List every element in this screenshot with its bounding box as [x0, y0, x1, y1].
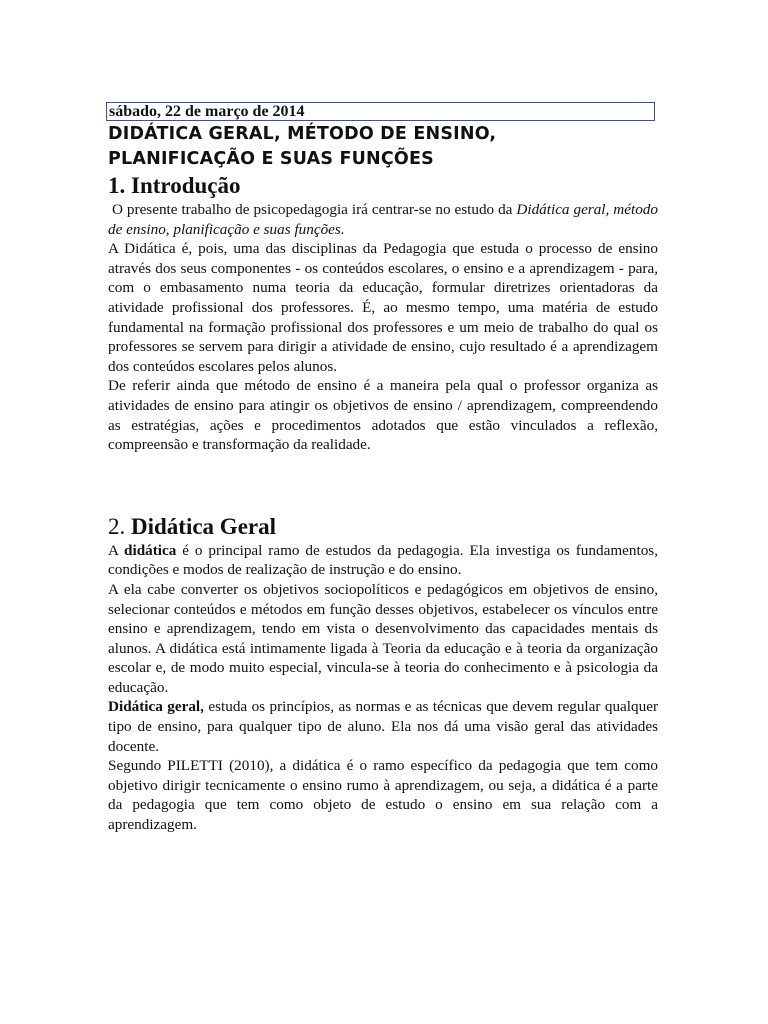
section2-paragraph-4: Segundo PILETTI (2010), a didática é o ramo específico da pedagogia que tem como objetivo dirigir tecnicamente o ensino rumo à aprendizagem, ou seja, a didática é a parte da pedagogia que tem como objeto de estudo o ensino em sua relação com a aprendizagem.: [108, 757, 658, 834]
section2-p3-rest: estuda os princípios, as normas e as técnicas que devem regular qualquer tipo de ensino, para qualquer tipo de aluno. Ela nos dá uma visão geral das atividades docente.: [108, 698, 658, 755]
intro-paragraph-2: A Didática é, pois, uma das disciplinas da Pedagogia que estuda o processo de ensino através dos seus componentes - os conteúdos escolares, o ensino e a aprendizagem - para, com o embasamento numa teoria da educação, formular diretrizes orientadoras da atividade profissional dos professores. É, ao mesmo tempo, uma matéria de estudo fundamental na formação profissional dos professores e um meio de trabalho do qual os professores se servem para dirigir a atividade de ensino, cujo resultado é a aprendizagem dos conteúdos escolares pelos alunos.: [108, 240, 658, 375]
intro-paragraph-1: [108, 200, 658, 239]
section2-paragraph-1: [108, 541, 658, 580]
intro-heading: 1. Introdução: [108, 173, 241, 198]
intro-paragraph-3: De referir ainda que método de ensino é a maneira pela qual o professor organiza as atividades de ensino para atingir os objetivos de ensino / aprendizagem, compreendendo as estratégias, ações e procedimentos adotados que estão vinculados a reflexão, compreensão e transformação da realidade.: [108, 377, 658, 454]
section2-p1-bold: didática: [124, 541, 177, 559]
section2-heading: [108, 513, 658, 541]
section2-heading-num: 2.: [108, 513, 131, 539]
document-title: [108, 122, 658, 172]
section2-paragraph-3: [108, 697, 658, 756]
document-page: [108, 102, 658, 835]
title-line-1: DIDÁTICA GERAL, MÉTODO DE ENSINO,: [108, 124, 497, 144]
post-date: sábado, 22 de março de 2014: [106, 102, 655, 121]
intro-p1-text: O presente trabalho de psicopedagogia irá centrar-se no estudo da: [112, 201, 517, 218]
intro-p1-italic: Didática geral, método de ensino, planificação e suas funções.: [108, 201, 658, 238]
title-line-2: PLANIFICAÇÃO E SUAS FUNÇÕES: [108, 149, 434, 169]
section2-heading-text: Didática Geral: [131, 513, 276, 539]
section2-p1-a: A: [108, 541, 125, 559]
section2-p1-rest: é o principal ramo de estudos da pedagogia. Ela investiga os fundamentos, condições e modos de realização de instrução e do ensino.: [108, 541, 658, 579]
section2-paragraph-2: A ela cabe converter os objetivos sociopolíticos e pedagógicos em objetivos de ensino, selecionar conteúdos e métodos em função desses objetivos, estabelecer os vínculos entre ensino e aprendizagem, tendo em vista o desenvolvimento das capacidades mentais ds alunos. A didática está intimamente ligada à Teoria da educação e à teoria da organização escolar e, de modo muito especial, vincula-se à teoria do conhecimento e à psicologia da educação.: [108, 580, 658, 696]
section2-p3-bold: Didática geral,: [108, 698, 204, 716]
